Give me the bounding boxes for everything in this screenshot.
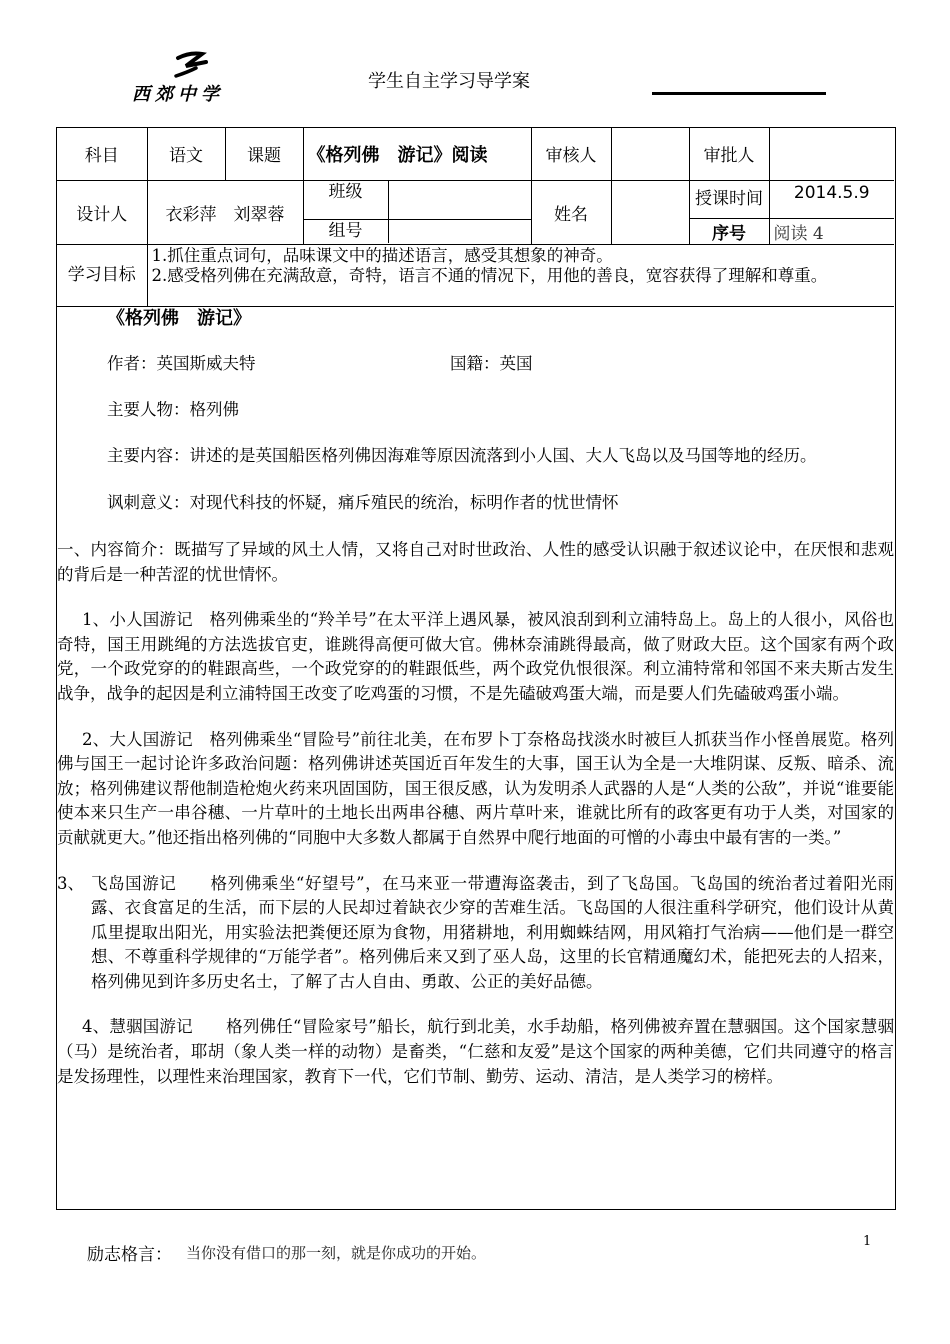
- name-underline: [652, 92, 826, 95]
- worksheet-frame: [56, 127, 896, 1210]
- date-value: 2014.5.9: [769, 180, 894, 218]
- section-1: 1、小人国游记 格列佛乘坐的“羚羊号”在太平洋上遇风暴，被风浪刮到利立浦特岛上。岛上的人很小，风俗也奇特，国王用跳绳的方法选拔官吏，谁跳得高便可做大官。佛林奈浦跳得最高，做了财政大臣。这个国家有两个政党，一个政党穿的的鞋跟高些，一个政党穿的的鞋跟低些，两个政党仇恨很深。利立浦特常和邻国不来夫斯古发生战争，战争的起因是利立浦特国王改变了吃鸡蛋的习惯，不是先磕破鸡蛋大端，而是要人们先磕破鸡蛋小端。: [57, 610, 894, 703]
- class-group-cell: [303, 180, 531, 244]
- page-number: 1: [863, 1234, 872, 1249]
- document-title: 学生自主学习导学案: [368, 71, 530, 92]
- main-content: 主要内容：讲述的是英国船医格列佛因海难等原因流落到小人国、大人飞岛以及马国等地的经历。: [107, 445, 817, 465]
- intro-paragraph: 一、内容简介：既描写了异域的风土人情，又将自己对时世政治、人性的感受认识融于叙述议论中，在厌恨和悲观的背后是一种苦涩的忧世情怀。: [57, 539, 894, 584]
- goal-item-2: 2.感受格列佛在充满敌意，奇特，语言不通的情况下，用他的善良，宽容获得了理解和尊重。: [151, 265, 828, 285]
- subject-label: 科目: [57, 128, 147, 180]
- group-value[interactable]: [389, 220, 531, 243]
- section-2: 2、大人国游记 格列佛乘坐“冒险号”前往北美，在布罗卜丁奈格岛找淡水时被巨人抓获当作小怪兽展览。格列佛与国王一起讨论许多政治问题：格列佛讲述英国近百年发生的大事，国王认为全是一大堆阴谋、反叛、暗杀、流放；格列佛建议帮他制造枪炮火药来巩固国防，国王很反感，认为发明杀人武器的人是“人类的公敌”，并说“谁要能使本来只生产一串谷穗、一片草叶的土地长出两串谷穗、两片草叶来，谁就比所有的政客更有功于人类，对国家的贡献就更大。”他还指出格列佛的“同胞中大多数人都属于自然界中爬行地面的可憎的小毒虫中最有害的一类。”: [57, 729, 894, 847]
- reviewer-value[interactable]: [611, 128, 689, 180]
- motto-text: 当你没有借口的那一刻，就是你成功的开始。: [186, 1244, 487, 1262]
- reviewer-label: 审核人: [531, 128, 611, 180]
- satire: 讽刺意义：对现代科技的怀疑，痛斥殖民的统治，标明作者的忧世情怀: [107, 493, 619, 513]
- topic-value: 《格列佛 游记》阅读: [303, 128, 531, 180]
- main-character: 主要人物：格列佛: [107, 400, 239, 420]
- goal-cell: [147, 244, 894, 306]
- motto-label: 励志格言：: [87, 1245, 172, 1265]
- book-title: 《格列佛 游记》: [107, 308, 251, 329]
- designer-label: 设计人: [57, 180, 147, 244]
- goal-label: 学习目标: [57, 244, 147, 306]
- name-value[interactable]: [611, 180, 689, 244]
- group-label: 组号: [328, 221, 363, 241]
- approver-value[interactable]: [769, 128, 894, 180]
- topic-label: 课题: [225, 128, 303, 180]
- name-label: 姓名: [531, 180, 611, 244]
- class-value[interactable]: [389, 181, 531, 220]
- info-table: [57, 128, 894, 307]
- seq-value: 阅读 4: [769, 218, 894, 244]
- school-emblem-icon: [172, 50, 212, 84]
- designer-value: 衣彩萍 刘翠蓉: [147, 180, 303, 244]
- nationality: 国籍：英国: [450, 353, 533, 373]
- class-label: 班级: [304, 181, 388, 220]
- section-4: 4、慧骃国游记 格列佛任“冒险家号”船长，航行到北美，水手劫船，格列佛被弃置在慧骃国。这个国家慧骃（马）是统治者，耶胡（象人类一样的动物）是畜类，“仁慈和友爱”是这个国家的两种美德，它们共同遵守的格言是发扬理性，以理性来治理国家，教育下一代，它们节制、勤劳、运动、清洁，是人类学习的榜样。: [57, 1017, 894, 1086]
- author: 作者：英国斯威夫特: [107, 353, 256, 373]
- section-3-block: [57, 872, 894, 995]
- seq-label: 序号: [689, 218, 769, 244]
- school-logo: [130, 50, 250, 110]
- reading-content: [57, 307, 894, 1089]
- goal-item-1: 1.抓住重点词句，品味课文中的描述语言，感受其想象的神奇。: [151, 245, 613, 265]
- approver-label: 审批人: [689, 128, 769, 180]
- author-line: [57, 352, 894, 377]
- school-name: 西郊中学: [132, 84, 224, 105]
- section-3-number: 3、: [57, 873, 84, 893]
- subject-value: 语文: [147, 128, 225, 180]
- section-3: 飞岛国游记 格列佛乘坐“好望号”，在马来亚一带遭海盗袭击，到了飞岛国。飞岛国的统治者过着阳光雨露、衣食富足的生活，而下层的人民却过着缺衣少穿的苦难生活。飞岛国的人很注重科学研究，他们设计从黄瓜里提取出阳光，用实验法把粪便还原为食物，用猪耕地，利用蜘蛛结网，用风箱打气治病——他们是一群空想、不尊重科学规律的“万能学者”。格列佛后来又到了巫人岛，这里的长官精通魔幻术，能把死去的人招来，格列佛见到许多历史名士，了解了古人自由、勇敢、公正的美好品德。: [91, 873, 894, 991]
- date-label: 授课时间: [689, 180, 769, 218]
